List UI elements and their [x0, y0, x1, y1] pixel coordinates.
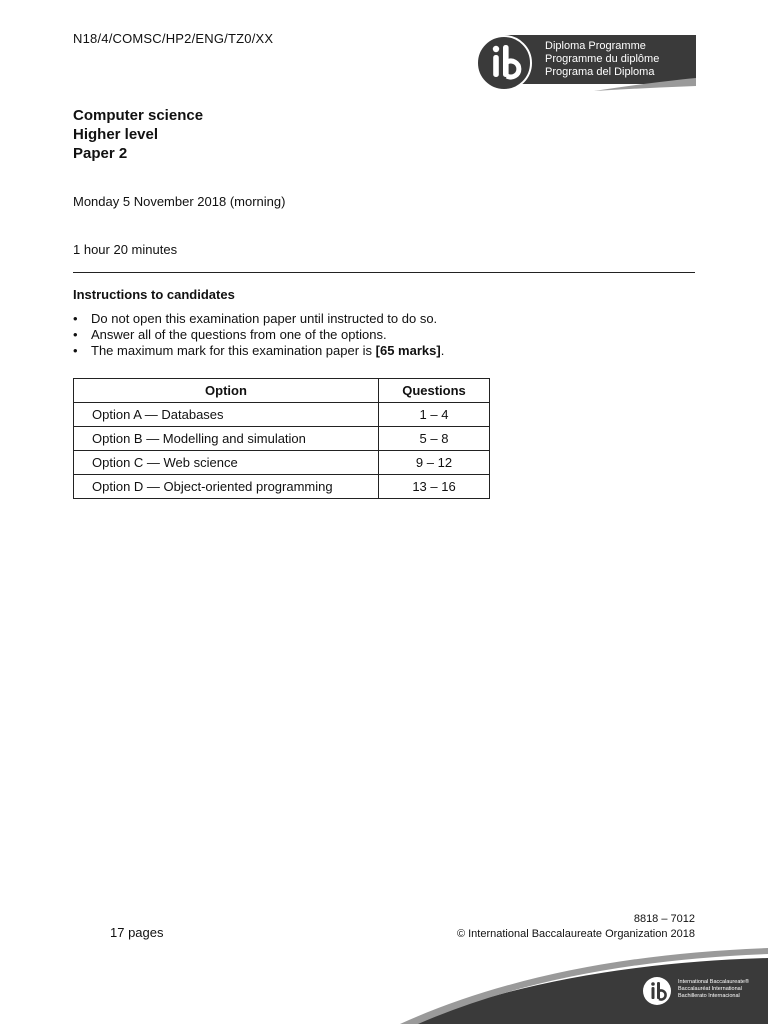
paper-code: N18/4/COMSC/HP2/ENG/TZ0/XX: [73, 31, 274, 46]
questions-cell: 9 – 12: [379, 451, 490, 475]
footer-right-block: [457, 912, 695, 942]
column-header-questions: Questions: [379, 379, 490, 403]
instruction-end: .: [440, 343, 445, 358]
table-row: [74, 475, 490, 499]
options-table: [73, 378, 490, 499]
ibo-line-fr: Baccalauréat International: [678, 986, 742, 992]
bullet: •: [73, 343, 78, 358]
questions-cell: 1 – 4: [379, 403, 490, 427]
ib-logo-icon: [642, 976, 674, 1006]
option-cell: Option D — Object-oriented programming: [74, 475, 379, 499]
option-cell: Option C — Web science: [74, 451, 379, 475]
column-header-option: Option: [74, 379, 379, 403]
bullet: •: [73, 327, 78, 342]
ib-organization-logo: [642, 976, 762, 1006]
instruction-item: [73, 327, 444, 343]
instructions-heading: Instructions to candidates: [73, 287, 235, 302]
exam-date: Monday 5 November 2018 (morning): [73, 194, 286, 209]
option-cell: Option B — Modelling and simulation: [74, 427, 379, 451]
subject-title: Computer science: [73, 107, 204, 124]
instruction-text: Answer all of the questions from one of the options.: [91, 327, 387, 342]
instruction-text: Do not open this examination paper until instructed to do so.: [91, 311, 438, 326]
questions-cell: 5 – 8: [379, 427, 490, 451]
page-count: 17 pages: [110, 925, 164, 940]
bullet: •: [73, 311, 78, 326]
table-row: [74, 427, 490, 451]
option-cell: Option A — Databases: [74, 403, 379, 427]
level-title: Higher level: [73, 126, 159, 143]
dp-logo-line-fr: Programme du diplôme: [545, 53, 660, 65]
document-number: 8818 – 7012: [633, 913, 695, 925]
dp-logo-line-es: Programa del Diploma: [545, 66, 655, 78]
ibo-line-en: International Baccalaureate®: [678, 979, 750, 985]
max-marks: [65 marks]: [375, 343, 441, 358]
instruction-text: The maximum mark for this examination paper is: [91, 343, 376, 358]
instruction-item: [73, 343, 444, 359]
exam-duration: 1 hour 20 minutes: [73, 242, 178, 257]
table-header-row: [74, 379, 490, 403]
paper-title-block: [73, 106, 203, 163]
instruction-item: [73, 311, 444, 327]
dp-logo-line-en: Diploma Programme: [545, 40, 646, 52]
table-row: [74, 451, 490, 475]
ibo-line-es: Bachillerato Internacional: [678, 993, 740, 999]
paper-number-title: Paper 2: [73, 145, 128, 162]
divider-rule: [73, 272, 695, 273]
table-row: [74, 403, 490, 427]
instructions-list: [73, 311, 444, 359]
copyright-notice: © International Baccalaureate Organization 2018: [456, 928, 695, 940]
questions-cell: 13 – 16: [379, 475, 490, 499]
diploma-programme-logo: [474, 34, 696, 92]
